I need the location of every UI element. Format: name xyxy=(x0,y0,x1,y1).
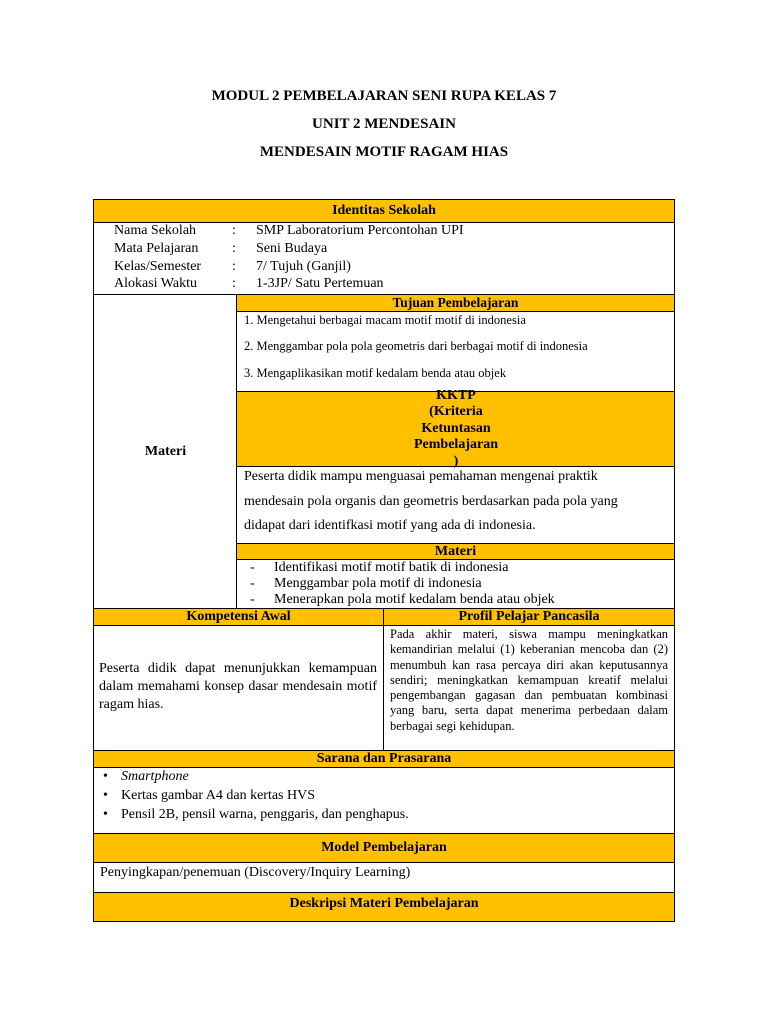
kktp-description-line: mendesain pola organis dan geometris berdasarkan pada pola yang xyxy=(244,494,618,509)
identitas-separator: : xyxy=(232,276,236,291)
materi-row-label: Materi xyxy=(144,443,187,459)
identitas-label: Nama Sekolah xyxy=(114,223,197,238)
identitas-separator: : xyxy=(232,241,236,256)
kktp-heading-line: KKTP xyxy=(436,387,476,403)
unit-title: UNIT 2 MENDESAIN xyxy=(312,116,456,132)
sarana-heading: Sarana dan Prasarana xyxy=(93,750,675,768)
materi-dash: - xyxy=(250,560,255,575)
deskripsi-heading: Deskripsi Materi Pembelajaran xyxy=(93,892,675,922)
module-title: MODUL 2 PEMBELAJARAN SENI RUPA KELAS 7 xyxy=(211,88,557,104)
sarana-text: Kertas gambar A4 dan kertas HVS xyxy=(121,788,316,803)
model-text: Penyingkapan/penemuan (Discovery/Inquiry Learning) xyxy=(100,865,411,880)
profil-text: Pada akhir materi, siswa mampu meningkatkan kemandirian melalui (1) keberanian mencoba dan (2) menumbuh kan rasa percaya diri akan keputusannya sendiri; meningkatkan kemampuan kreatif melalui pengembangan gagasan dan pembuatan kombinasi yang baru, serta dapat menerima perbedaan dalam berbagai segi kehidupan. xyxy=(390,627,668,733)
materi-text: Menggambar pola motif di indonesia xyxy=(274,576,482,591)
kktp-heading xyxy=(237,387,675,469)
kompetensi-heading: Kompetensi Awal xyxy=(93,608,384,626)
kktp-heading-line: Ketuntasan xyxy=(421,420,491,436)
bullet-icon: • xyxy=(103,807,108,822)
kktp-description-line: Peserta didik mampu menguasai pemahaman mengenai praktik xyxy=(244,469,598,484)
materi-dash: - xyxy=(250,592,255,607)
identitas-separator: : xyxy=(232,259,236,274)
materi-text: Menerapkan pola motif kedalam benda atau objek xyxy=(274,592,555,607)
identitas-heading: Identitas Sekolah xyxy=(93,199,675,223)
identitas-value: 7/ Tujuh (Ganjil) xyxy=(256,259,351,274)
identitas-label: Mata Pelajaran xyxy=(114,241,199,256)
identitas-value: SMP Laboratorium Percontohan UPI xyxy=(256,223,464,238)
tujuan-item: 2. Menggambar pola pola geometris dari berbagai motif di indonesia xyxy=(244,339,588,353)
kktp-heading-line: Pembelajaran xyxy=(414,437,498,453)
bullet-icon: • xyxy=(103,788,108,803)
tujuan-item: 3. Mengaplikasikan motif kedalam benda atau objek xyxy=(244,366,507,380)
kompetensi-text: Peserta didik dapat menunjukkan kemampuan dalam memahami konsep dasar mendesain motif ragam hias. xyxy=(99,661,377,712)
bullet-icon: • xyxy=(103,769,108,784)
tujuan-heading: Tujuan Pembelajaran xyxy=(236,294,675,312)
topic-title: MENDESAIN MOTIF RAGAM HIAS xyxy=(259,144,509,160)
identitas-value: Seni Budaya xyxy=(256,241,328,256)
sarana-text: Pensil 2B, pensil warna, penggaris, dan penghapus. xyxy=(121,807,409,822)
identitas-label: Alokasi Waktu xyxy=(114,276,197,291)
kktp-heading-line: (Kriteria xyxy=(429,404,483,420)
materi-dash: - xyxy=(250,576,255,591)
tujuan-item: 1. Mengetahui berbagai macam motif motif di indonesia xyxy=(244,313,526,327)
identitas-separator: : xyxy=(232,223,236,238)
identitas-value: 1-3JP/ Satu Pertemuan xyxy=(256,276,384,291)
kktp-description-line: didapat dari identifkasi motif yang ada di indonesia. xyxy=(244,518,536,533)
materi-text: Identifikasi motif motif batik di indonesia xyxy=(274,560,509,575)
profil-heading: Profil Pelajar Pancasila xyxy=(383,608,675,626)
sarana-text: Smartphone xyxy=(121,769,189,784)
identitas-label: Kelas/Semester xyxy=(114,259,202,274)
kktp-heading-line: ) xyxy=(453,453,459,469)
materi-heading: Materi xyxy=(236,543,675,560)
model-heading: Model Pembelajaran xyxy=(93,833,675,863)
